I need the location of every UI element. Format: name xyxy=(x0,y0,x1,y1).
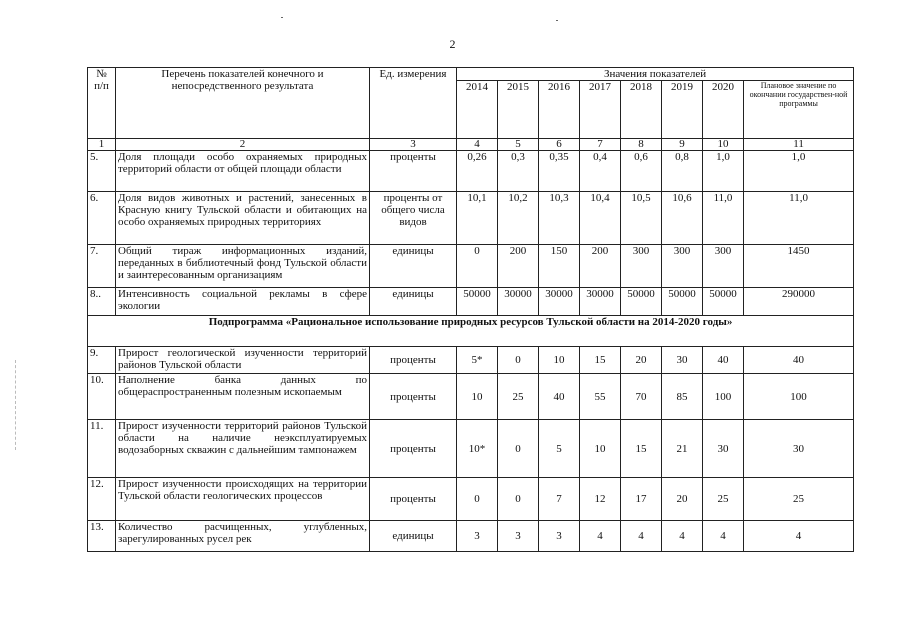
indicator-name: Интенсивность социальной рекламы в сфере экологии xyxy=(116,288,370,316)
header-indicator: Перечень показателей конечного и непосредственного результата xyxy=(116,68,370,139)
subprogram-heading: Подпрограмма «Рациональное использование природных ресурсов Тульской области на 2014-2020 годы» xyxy=(88,316,854,347)
column-index: 10 xyxy=(703,139,744,151)
planned-value-cell: 100 xyxy=(744,374,854,420)
unit-cell: проценты xyxy=(370,151,457,192)
planned-value-cell: 1,0 xyxy=(744,151,854,192)
unit-cell: проценты xyxy=(370,347,457,374)
value-cell: 30 xyxy=(662,347,703,374)
value-cell: 50000 xyxy=(621,288,662,316)
unit-cell: проценты xyxy=(370,420,457,478)
table-row xyxy=(88,347,854,374)
unit-cell: единицы xyxy=(370,521,457,552)
value-cell: 20 xyxy=(662,478,703,521)
row-number: 9. xyxy=(88,347,116,374)
value-cell: 3 xyxy=(539,521,580,552)
margin-scan-mark xyxy=(15,360,16,450)
value-cell: 0,8 xyxy=(662,151,703,192)
value-cell: 5* xyxy=(457,347,498,374)
header-num: № п/п xyxy=(88,68,116,139)
header-year: 2019 xyxy=(662,81,703,139)
planned-value-cell: 25 xyxy=(744,478,854,521)
value-cell: 10 xyxy=(539,347,580,374)
value-cell: 7 xyxy=(539,478,580,521)
value-cell: 10 xyxy=(457,374,498,420)
value-cell: 10,3 xyxy=(539,192,580,245)
planned-value-cell: 11,0 xyxy=(744,192,854,245)
value-cell: 30000 xyxy=(580,288,621,316)
unit-cell: единицы xyxy=(370,288,457,316)
column-index: 6 xyxy=(539,139,580,151)
header-year: 2018 xyxy=(621,81,662,139)
header-unit: Ед. измерения xyxy=(370,68,457,139)
value-cell: 50000 xyxy=(703,288,744,316)
value-cell: 0,26 xyxy=(457,151,498,192)
column-index: 5 xyxy=(498,139,539,151)
value-cell: 10 xyxy=(580,420,621,478)
value-cell: 300 xyxy=(703,245,744,288)
unit-cell: единицы xyxy=(370,245,457,288)
value-cell: 20 xyxy=(621,347,662,374)
indicator-name: Доля площади особо охраняемых природных территорий области от общей площади области xyxy=(116,151,370,192)
value-cell: 0,35 xyxy=(539,151,580,192)
column-index: 4 xyxy=(457,139,498,151)
indicator-name: Общий тираж информационных изданий, переданных в библиотечный фонд Тульской области и заинтересованным организациям xyxy=(116,245,370,288)
table-row xyxy=(88,521,854,552)
header-row-top xyxy=(88,68,854,81)
header-year: 2014 xyxy=(457,81,498,139)
value-cell: 0 xyxy=(498,420,539,478)
indicator-name: Количество расчищенных, углубленных, зарегулированных русел рек xyxy=(116,521,370,552)
value-cell: 5 xyxy=(539,420,580,478)
row-number: 7. xyxy=(88,245,116,288)
subprogram-row xyxy=(88,316,854,347)
value-cell: 4 xyxy=(662,521,703,552)
value-cell: 17 xyxy=(621,478,662,521)
header-year: 2020 xyxy=(703,81,744,139)
value-cell: 150 xyxy=(539,245,580,288)
value-cell: 0,3 xyxy=(498,151,539,192)
table-row xyxy=(88,151,854,192)
planned-value-cell: 40 xyxy=(744,347,854,374)
header-values-group: Значения показателей xyxy=(457,68,854,81)
value-cell: 40 xyxy=(539,374,580,420)
value-cell: 10,6 xyxy=(662,192,703,245)
planned-value-cell: 290000 xyxy=(744,288,854,316)
value-cell: 3 xyxy=(498,521,539,552)
value-cell: 200 xyxy=(498,245,539,288)
value-cell: 50000 xyxy=(662,288,703,316)
unit-cell: проценты от общего числа видов xyxy=(370,192,457,245)
value-cell: 21 xyxy=(662,420,703,478)
value-cell: 30000 xyxy=(539,288,580,316)
value-cell: 10,5 xyxy=(621,192,662,245)
value-cell: 4 xyxy=(703,521,744,552)
value-cell: 10,4 xyxy=(580,192,621,245)
value-cell: 4 xyxy=(621,521,662,552)
header-year: 2016 xyxy=(539,81,580,139)
value-cell: 10,2 xyxy=(498,192,539,245)
row-number: 13. xyxy=(88,521,116,552)
column-index: 11 xyxy=(744,139,854,151)
value-cell: 0,4 xyxy=(580,151,621,192)
value-cell: 0 xyxy=(457,245,498,288)
value-cell: 0 xyxy=(498,478,539,521)
unit-cell: проценты xyxy=(370,478,457,521)
unit-cell: проценты xyxy=(370,374,457,420)
table-row xyxy=(88,374,854,420)
indicators-table xyxy=(87,67,854,552)
planned-value-cell: 30 xyxy=(744,420,854,478)
row-number: 10. xyxy=(88,374,116,420)
value-cell: 40 xyxy=(703,347,744,374)
value-cell: 300 xyxy=(621,245,662,288)
table-row xyxy=(88,420,854,478)
column-index: 2 xyxy=(116,139,370,151)
value-cell: 25 xyxy=(498,374,539,420)
value-cell: 200 xyxy=(580,245,621,288)
table-row xyxy=(88,288,854,316)
row-number: 6. xyxy=(88,192,116,245)
value-cell: 100 xyxy=(703,374,744,420)
value-cell: 30000 xyxy=(498,288,539,316)
indicator-name: Прирост изученности территорий районов Тульской области на наличие неэксплуатируемых водозаборных скважин с дальнейшим тампонажем xyxy=(116,420,370,478)
indicator-name: Наполнение банка данных по общераспространенным полезным ископаемым xyxy=(116,374,370,420)
value-cell: 0,6 xyxy=(621,151,662,192)
value-cell: 30 xyxy=(703,420,744,478)
column-index-row xyxy=(88,139,854,151)
table-row xyxy=(88,192,854,245)
value-cell: 300 xyxy=(662,245,703,288)
value-cell: 0 xyxy=(498,347,539,374)
value-cell: 11,0 xyxy=(703,192,744,245)
value-cell: 15 xyxy=(580,347,621,374)
indicator-name: Прирост изученности происходящих на территории Тульской области геологических процессов xyxy=(116,478,370,521)
header-year: 2017 xyxy=(580,81,621,139)
value-cell: 0 xyxy=(457,478,498,521)
header-year: 2015 xyxy=(498,81,539,139)
value-cell: 3 xyxy=(457,521,498,552)
value-cell: 85 xyxy=(662,374,703,420)
scan-speck xyxy=(281,17,283,18)
value-cell: 4 xyxy=(580,521,621,552)
value-cell: 55 xyxy=(580,374,621,420)
column-index: 7 xyxy=(580,139,621,151)
planned-value-cell: 1450 xyxy=(744,245,854,288)
value-cell: 12 xyxy=(580,478,621,521)
column-index: 1 xyxy=(88,139,116,151)
table-row xyxy=(88,478,854,521)
value-cell: 10,1 xyxy=(457,192,498,245)
planned-value-cell: 4 xyxy=(744,521,854,552)
value-cell: 25 xyxy=(703,478,744,521)
row-number: 11. xyxy=(88,420,116,478)
column-index: 9 xyxy=(662,139,703,151)
row-number: 12. xyxy=(88,478,116,521)
value-cell: 50000 xyxy=(457,288,498,316)
value-cell: 1,0 xyxy=(703,151,744,192)
header-planned: Плановое значение по окончании государствен-ной программы xyxy=(744,81,854,139)
value-cell: 70 xyxy=(621,374,662,420)
column-index: 3 xyxy=(370,139,457,151)
table-row xyxy=(88,245,854,288)
value-cell: 15 xyxy=(621,420,662,478)
indicator-name: Прирост геологической изученности территорий районов Тульской области xyxy=(116,347,370,374)
row-number: 5. xyxy=(88,151,116,192)
indicator-name: Доля видов животных и растений, занесенных в Красную книгу Тульской области и обитающих на особо охраняемых природных территориях xyxy=(116,192,370,245)
value-cell: 10* xyxy=(457,420,498,478)
scan-speck xyxy=(556,20,558,21)
page-number: 2 xyxy=(449,37,456,51)
row-number: 8.. xyxy=(88,288,116,316)
column-index: 8 xyxy=(621,139,662,151)
